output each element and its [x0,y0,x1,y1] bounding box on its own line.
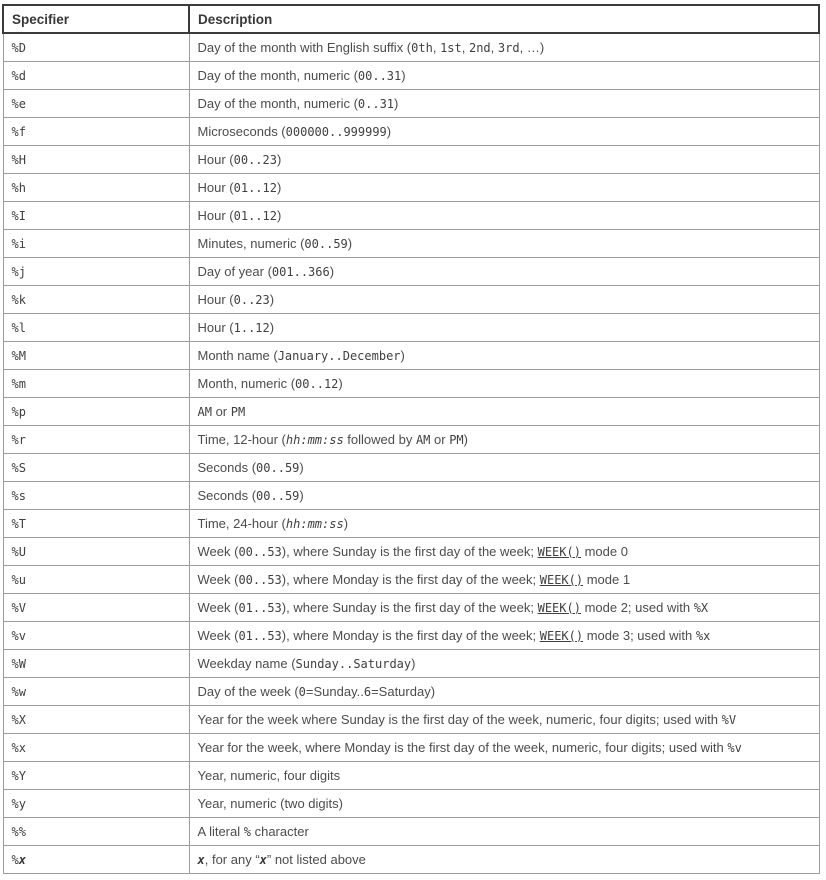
description-cell [189,397,819,425]
code-segment: %d [11,68,26,83]
code-segment: 01..12 [233,180,277,195]
description-cell [189,481,819,509]
specifier-cell [3,453,189,481]
code-segment: PM [230,404,246,419]
description-cell [189,509,819,537]
description-cell [189,285,819,313]
code-segment: %X [11,712,26,727]
text-segment: ) [463,431,468,447]
text-segment: Weekday name ( [197,655,296,671]
code-segment: %h [11,180,26,195]
table-row [3,621,819,649]
description-cell [189,257,819,285]
text-segment: Year for the week where Sunday is the first day of the week, numeric, four digits; used with [197,711,722,727]
text-segment: Week ( [197,599,239,615]
table-row [3,397,819,425]
code-segment: %y [11,796,26,811]
specifier-cell [3,565,189,593]
code-segment: 6 [363,684,372,699]
text-segment: Month name ( [197,347,278,363]
specifier-cell [3,817,189,845]
code-segment: 01..53 [238,628,282,643]
code-segment: %r [11,432,26,447]
code-segment: %m [11,376,26,391]
text-segment: ) [401,67,406,83]
code-segment: %w [11,684,26,699]
text-segment: Week ( [197,627,239,643]
description-cell [189,33,819,61]
table-row [3,201,819,229]
table-row [3,733,819,761]
text-segment: ) [400,347,405,363]
week-function-link[interactable]: WEEK() [537,544,581,559]
table-row [3,61,819,89]
table-row [3,229,819,257]
table-row [3,145,819,173]
description-cell [189,145,819,173]
text-segment: Seconds ( [197,459,257,475]
code-segment: 0..31 [357,96,395,111]
description-cell [189,89,819,117]
specifier-cell [3,677,189,705]
text-segment: Day of the month with English suffix ( [197,39,412,55]
code-segment: %V [11,600,26,615]
text-segment: ), where Monday is the first day of the week; [281,627,540,643]
code-segment: %p [11,404,26,419]
code-segment: x [197,852,205,867]
specifier-cell [3,313,189,341]
specifier-cell [3,201,189,229]
description-cell [189,733,819,761]
description-cell [189,173,819,201]
text-segment: Year, numeric, four digits [197,767,341,783]
table-row [3,33,819,61]
week-function-link[interactable]: WEEK() [539,572,584,587]
specifier-cell [3,509,189,537]
text-segment: ) [269,291,275,307]
text-segment: mode 2; used with [580,599,694,615]
text-segment: , [490,39,498,55]
code-segment: %V [721,712,737,727]
text-segment: Hour ( [197,319,234,335]
table-row [3,537,819,565]
specifier-cell [3,733,189,761]
description-cell [189,537,819,565]
text-segment: ) [329,263,335,279]
table-row [3,257,819,285]
description-column-header: Description [189,5,819,33]
text-segment: ), where Monday is the first day of the week; [281,571,540,587]
text-segment: Hour ( [197,179,234,195]
text-segment: =Sunday.. [305,683,364,699]
text-segment: mode 0 [580,543,628,559]
description-cell [189,425,819,453]
code-segment: 00..59 [256,460,300,475]
text-segment: Year for the week, where Monday is the first day of the week, numeric, four digits; used with [197,739,728,755]
text-segment: Seconds ( [197,487,257,503]
specifier-cell [3,257,189,285]
week-function-link[interactable]: WEEK() [539,628,584,643]
code-segment: 01..12 [233,208,277,223]
code-segment: %k [11,292,26,307]
description-cell [189,369,819,397]
text-segment: , [461,39,469,55]
text-segment: Week ( [197,543,239,559]
specifier-cell [3,593,189,621]
code-segment: %Y [11,768,26,783]
text-segment: ) [276,207,282,223]
code-segment: %W [11,656,26,671]
specifier-cell [3,649,189,677]
table-row [3,845,819,873]
code-segment: 001..366 [271,264,330,279]
text-segment: ) [269,319,275,335]
table-row [3,789,819,817]
text-segment: ) [338,375,343,391]
table-row [3,117,819,145]
description-cell [189,677,819,705]
description-cell [189,201,819,229]
specifier-cell [3,761,189,789]
specifier-cell [3,369,189,397]
table-row [3,705,819,733]
text-segment: ) [276,179,282,195]
table-row [3,173,819,201]
text-segment: A literal [197,823,244,839]
text-segment: Minutes, numeric ( [197,235,305,251]
text-segment: ) [299,459,304,475]
text-segment: ) [299,487,304,503]
specifier-cell [3,425,189,453]
specifier-cell [3,285,189,313]
code-segment: 3rd [497,40,520,55]
table-row [3,369,819,397]
text-segment: Day of year ( [197,263,272,279]
text-segment: ), where Sunday is the first day of the week; [281,543,538,559]
code-segment: %l [11,320,26,335]
code-segment: % [11,852,19,867]
text-segment: mode 3; used with [583,627,696,643]
specifier-column-header: Specifier [3,5,189,33]
code-segment: %H [11,152,26,167]
specifier-cell [3,33,189,61]
text-segment: ) [386,123,392,139]
description-cell [189,229,819,257]
code-segment: PM [449,432,464,447]
text-segment: ), where Sunday is the first day of the week; [281,599,538,615]
description-cell [189,817,819,845]
table-row [3,481,819,509]
specifier-cell [3,89,189,117]
text-segment: ) [394,95,399,111]
specifier-cell [3,537,189,565]
text-segment: Microseconds ( [197,123,286,139]
code-segment: 0th [411,40,433,55]
table-row [3,509,819,537]
code-segment: %e [11,96,26,111]
code-segment: %s [11,488,26,503]
table-row [3,313,819,341]
code-segment: 00..53 [238,544,282,559]
description-cell [189,789,819,817]
code-segment: 00..59 [256,488,300,503]
table-row [3,425,819,453]
code-segment: %f [11,124,26,139]
code-segment: 2nd [468,40,491,55]
code-segment: 01..53 [238,600,282,615]
text-segment: Year, numeric (two digits) [197,795,343,811]
text-segment: , …) [519,39,545,55]
text-segment: ) [276,151,282,167]
table-row [3,761,819,789]
text-segment: character [250,823,309,839]
code-segment: 00..31 [357,68,402,83]
description-cell [189,341,819,369]
code-segment: 000000..999999 [285,124,387,139]
table-row [3,565,819,593]
code-segment: 00..59 [304,236,348,251]
text-segment: Day of the month, numeric ( [197,67,358,83]
specifier-cell [3,705,189,733]
description-cell [189,649,819,677]
text-segment: Day of the week ( [197,683,299,699]
description-cell [189,453,819,481]
description-cell [189,565,819,593]
code-segment: %x [11,740,26,755]
description-cell [189,61,819,89]
text-segment: mode 1 [583,571,631,587]
code-segment: hh:mm:ss [285,516,344,531]
code-segment: %x [695,628,711,643]
table-row [3,677,819,705]
table-row [3,649,819,677]
description-cell [189,621,819,649]
text-segment: or [430,431,450,447]
code-segment: %u [11,572,26,587]
description-cell [189,593,819,621]
code-segment: %X [693,600,709,615]
code-segment: 00..53 [238,572,282,587]
table-row [3,341,819,369]
description-cell [189,117,819,145]
code-segment: %T [11,516,26,531]
text-segment: Time, 24-hour ( [197,515,286,531]
specifier-cell [3,789,189,817]
code-segment: 0 [298,684,306,699]
text-segment: ) [343,515,349,531]
description-cell [189,845,819,873]
table-header [3,5,819,33]
text-segment: followed by [343,431,416,447]
code-segment: %j [11,264,26,279]
header-row [3,5,819,33]
text-segment: =Saturday) [371,683,436,699]
text-segment: Hour ( [197,151,234,167]
code-segment: % [243,824,251,839]
specifier-cell [3,117,189,145]
description-cell [189,705,819,733]
table-row [3,453,819,481]
code-segment: AM [415,432,431,447]
code-segment: 1..12 [233,320,270,335]
week-function-link[interactable]: WEEK() [537,600,581,615]
specifier-cell [3,397,189,425]
text-segment: ) [411,655,416,671]
code-segment: %U [11,544,26,559]
specifier-cell [3,229,189,257]
format-specifier-table [2,4,820,874]
code-segment: %v [727,740,742,755]
text-segment: Day of the month, numeric ( [197,95,358,111]
text-segment: or [211,403,231,419]
code-segment: %I [11,208,26,223]
specifier-cell [3,61,189,89]
text-segment: , for any “ [204,851,260,867]
specifier-cell [3,845,189,873]
table-row [3,817,819,845]
text-segment: ” not listed above [266,851,366,867]
specifier-cell [3,481,189,509]
text-segment: Hour ( [197,207,234,223]
description-cell [189,313,819,341]
code-segment: %v [11,628,26,643]
code-segment: %D [11,40,26,55]
code-segment: 1st [440,40,462,55]
table-row [3,89,819,117]
code-segment: AM [197,404,212,419]
text-segment: , [432,39,441,55]
table-row [3,285,819,313]
specifier-cell [3,341,189,369]
code-segment: Sunday..Saturday [295,656,412,671]
code-segment: 00..12 [295,376,339,391]
code-segment: 00..23 [233,152,277,167]
code-segment: %i [11,236,26,251]
code-segment: %M [11,348,26,363]
text-segment: Hour ( [197,291,234,307]
table-row [3,593,819,621]
description-cell [189,761,819,789]
code-segment: %% [11,824,26,839]
text-segment: ) [347,235,353,251]
code-segment: x [18,852,26,867]
text-segment: Week ( [197,571,239,587]
code-segment: January..December [277,348,401,363]
specifier-cell [3,621,189,649]
specifier-cell [3,145,189,173]
text-segment: Month, numeric ( [197,375,296,391]
code-segment: x [259,852,267,867]
text-segment: Time, 12-hour ( [197,431,286,447]
code-segment: hh:mm:ss [285,432,344,447]
code-segment: 0..23 [233,292,270,307]
code-segment: %S [11,460,26,475]
table-body [3,33,819,873]
specifier-cell [3,173,189,201]
